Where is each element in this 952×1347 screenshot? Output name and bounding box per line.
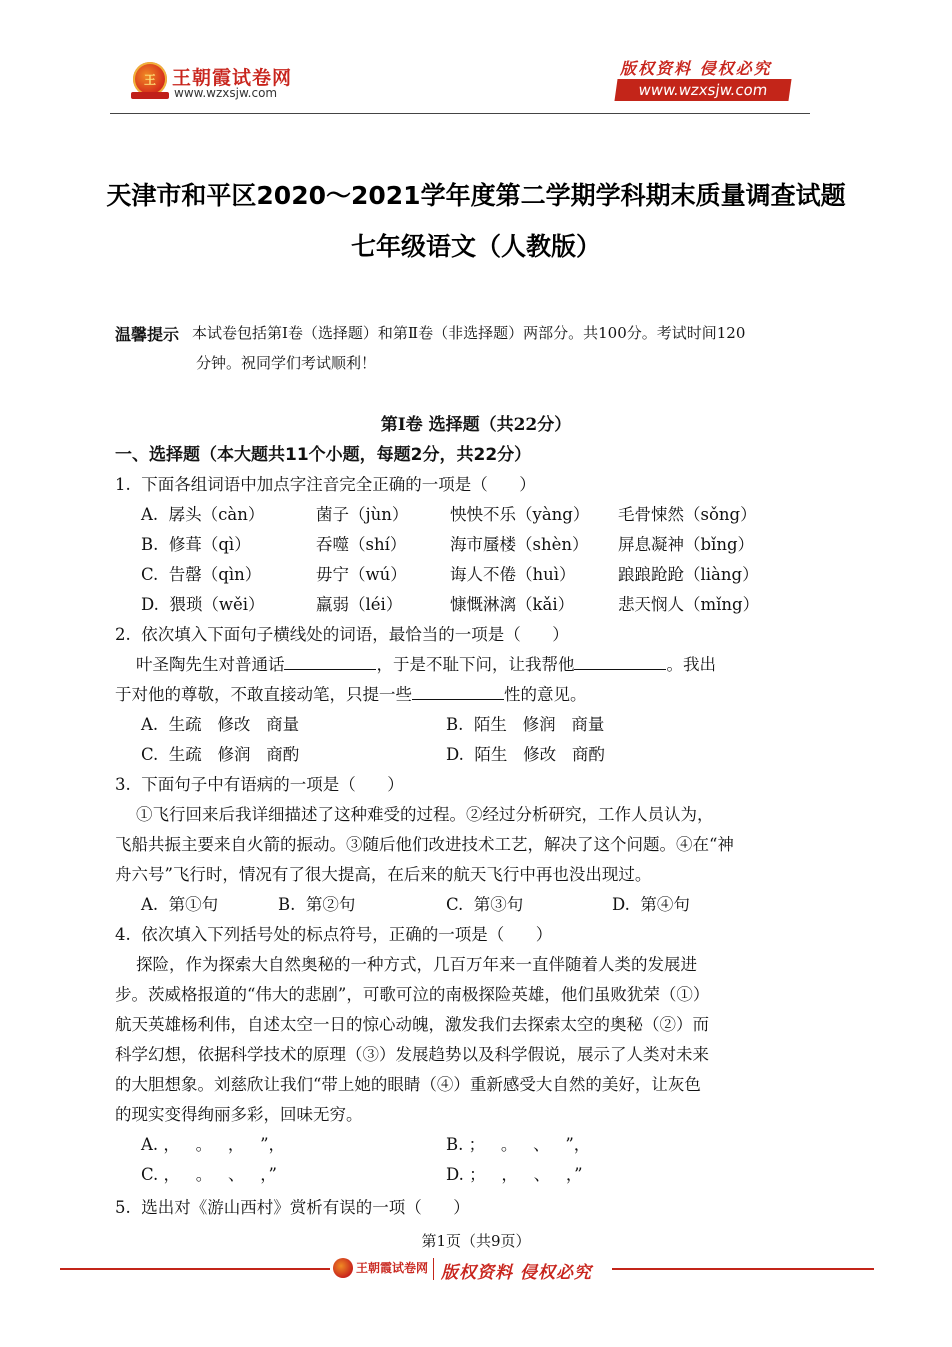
q1-option-a1: A. 孱头（càn） (141, 505, 265, 524)
q4-option-b: B. ； 。 、 ”， (446, 1135, 591, 1154)
q1-option-b3: 海市蜃楼（shèn） (450, 535, 589, 554)
q3-passage-line3: 舟六号”飞行时，情况有了很大提高，在后来的航天飞行中再也没出现过。 (115, 865, 652, 884)
q3-option-b: B. 第②句 (278, 895, 356, 914)
q3-passage-line2: 飞船共振主要来自火箭的振动。③随后他们改进技术工艺，解决了这个问题。④在“神 (115, 835, 734, 854)
q1-option-d3: 慷慨淋漓（kǎi） (450, 595, 575, 614)
q1-option-b2: 吞噬（shí） (316, 535, 407, 554)
q3-option-d: D. 第④句 (612, 895, 690, 914)
q2-option-c: C. 生疏 修润 商酌 (141, 745, 300, 764)
footer-separator (433, 1258, 434, 1280)
part-heading: 一、选择题（本大题共11个小题，每题2分，共22分） (115, 445, 532, 465)
q4-passage-line3: 航天英雄杨利伟，自述太空一日的惊心动魄，激发我们去探索太空的奥秘（②）而 (115, 1015, 709, 1034)
q4-passage-line5: 的大胆想象。刘慈欣让我们“带上她的眼睛（④）重新感受大自然的美好，让灰色 (115, 1075, 701, 1094)
q2-stem: 2. 依次填入下面句子横线处的词语，最恰当的一项是（ ） (115, 625, 569, 644)
q4-option-a: A. ， 。 ， ”， (141, 1135, 286, 1154)
footer-slogan: 版权资料 侵权必究 (441, 1263, 592, 1283)
logo-ribbon (131, 92, 169, 99)
q1-option-a3: 怏怏不乐（yàng） (450, 505, 590, 524)
q1-option-d2: 羸弱（léi） (316, 595, 403, 614)
q4-option-c: C. ， 。 、 ，” (141, 1165, 277, 1184)
q2-blank-3[interactable] (412, 685, 504, 700)
footer-brand: 王朝霞试卷网 (356, 1261, 429, 1275)
q5-stem: 5. 选出对《游山西村》赏析有误的一项（ ） (115, 1198, 470, 1217)
exam-subtitle: 七年级语文（人教版） (350, 232, 601, 261)
q2-passage-line1: 叶圣陶先生对普通话 ，于是不耻下问，让我帮他 。我出 (115, 655, 716, 674)
tip-label: 温馨提示 (115, 325, 180, 344)
brand-name: 王朝霞试卷网 (172, 67, 293, 89)
q2-blank-1[interactable] (284, 655, 376, 670)
q3-option-c: C. 第③句 (446, 895, 524, 914)
section-heading: 第Ⅰ卷 选择题（共22分） (380, 415, 572, 435)
q1-option-c1: C. 告罄（qìn） (141, 565, 262, 584)
q1-option-d4: 悲天悯人（mǐng） (618, 595, 760, 614)
copyright-slogan: 版权资料 侵权必究 (620, 59, 772, 78)
q2-option-b: B. 陌生 修润 商量 (446, 715, 605, 734)
q2-option-a: A. 生疏 修改 商量 (141, 715, 300, 734)
exam-title: 天津市和平区2020～2021学年度第二学期学科期末质量调查试题 (106, 181, 846, 210)
logo-glyph: 王 (143, 73, 156, 87)
q4-stem: 4. 依次填入下列括号处的标点符号，正确的一项是（ ） (115, 925, 553, 944)
footer-rule-left (60, 1268, 330, 1270)
q2-blank-2[interactable] (574, 655, 666, 670)
q4-option-d: D. ； ， 、 ，” (446, 1165, 583, 1184)
brand-url[interactable]: www.wzxsjw.com (174, 86, 278, 100)
q3-stem: 3. 下面句子中有语病的一项是（ ） (115, 775, 404, 794)
q1-option-c4: 踉踉跄跄（liàng） (618, 565, 759, 584)
q3-passage-line1: ①飞行回来后我详细描述了这种难受的过程。②经过分析研究，工作人员认为， (115, 805, 714, 824)
q4-passage-line4: 科学幻想，依据科学技术的原理（③）发展趋势以及科学假说，展示了人类对未来 (115, 1045, 709, 1064)
q4-passage-line1: 探险，作为探索大自然奥秘的一种方式，几百万年来一直伴随着人类的发展进 (115, 955, 697, 974)
q4-passage-line2: 步。茨威格报道的“伟大的悲剧”，可歌可泣的南极探险英雄，他们虽败犹荣（①） (115, 985, 710, 1004)
footer-logo-icon (333, 1258, 353, 1278)
copyright-url-badge[interactable]: www.wzxsjw.com (614, 79, 791, 101)
q1-option-a2: 菌子（jùn） (316, 505, 409, 524)
q1-stem: 1. 下面各组词语中加点字注音完全正确的一项是（ ） (115, 475, 536, 494)
q3-option-a: A. 第①句 (141, 895, 219, 914)
q2-option-d: D. 陌生 修改 商酌 (446, 745, 605, 764)
q1-option-b4: 屏息凝神（bǐng） (618, 535, 755, 554)
q1-option-a4: 毛骨悚然（sǒng） (618, 505, 757, 524)
brand-logo-icon (133, 62, 167, 96)
q1-option-c3: 诲人不倦（huì） (450, 565, 576, 584)
q1-option-d1: D. 猥琐（wěi） (141, 595, 265, 614)
tip-text-line1: 本试卷包括第Ⅰ卷（选择题）和第Ⅱ卷（非选择题）两部分。共100分。考试时间120 (192, 324, 746, 342)
q1-option-b1: B. 修葺（qì） (141, 535, 251, 554)
footer-rule-right (612, 1268, 874, 1270)
tip-text-line2: 分钟。祝同学们考试顺利！ (196, 354, 377, 372)
q1-option-c2: 毋宁（wú） (316, 565, 407, 584)
header-divider (110, 113, 810, 114)
page-number: 第1页（共9页） (421, 1232, 531, 1250)
q2-passage-line2: 于对他的尊敬，不敢直接动笔，只提一些 性的意见。 (115, 685, 587, 704)
q4-passage-line6: 的现实变得绚丽多彩，回味无穷。 (115, 1105, 363, 1124)
